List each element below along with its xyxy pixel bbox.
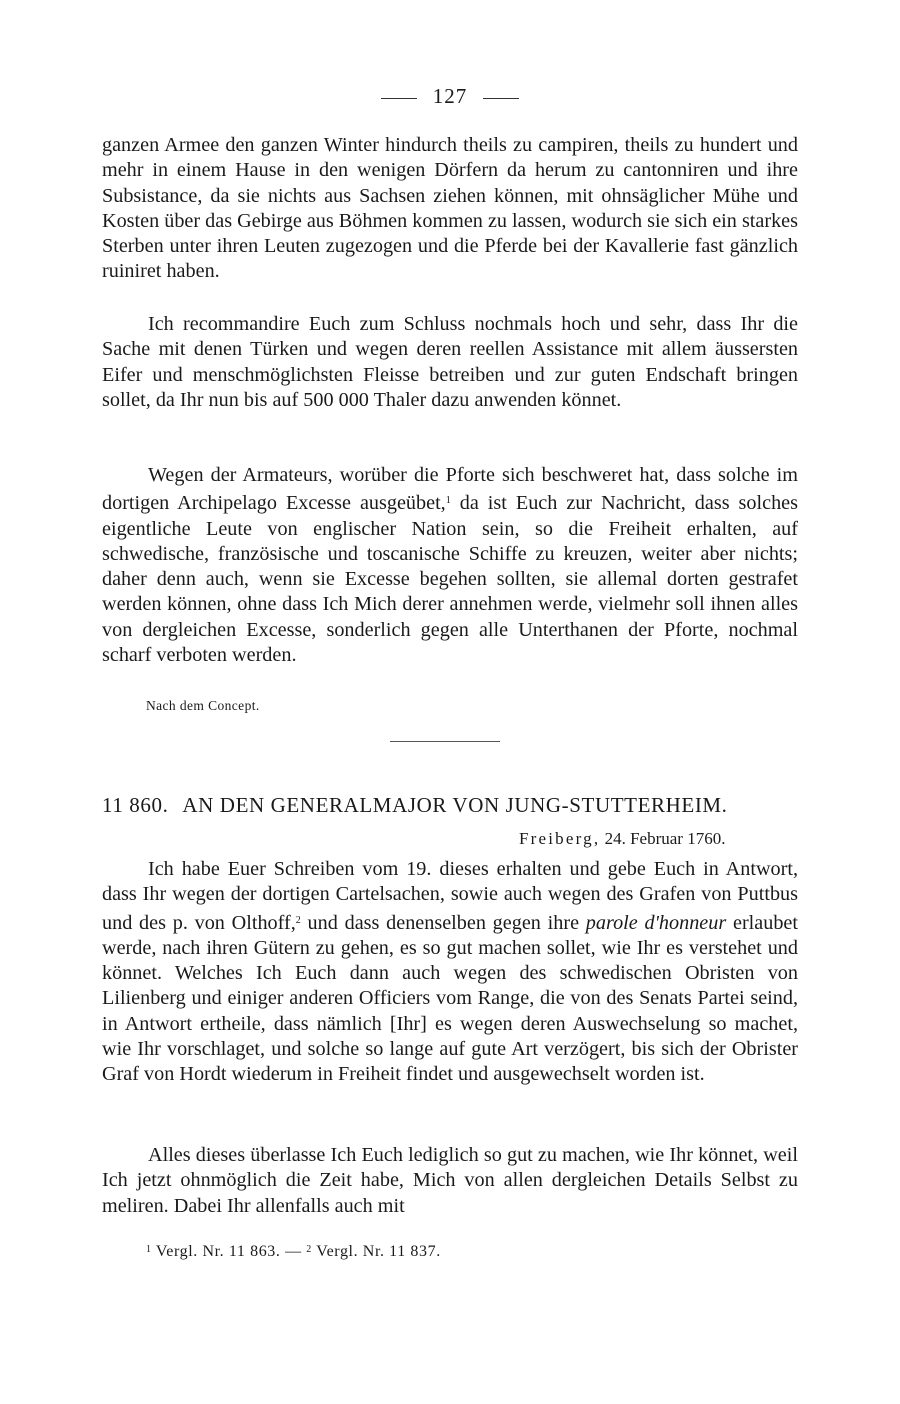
letter-number: 11 860. — [102, 793, 169, 817]
footnote-marker: 2 — [295, 914, 301, 926]
paragraph-letter-closing — [102, 1143, 798, 1219]
paragraph-segment: da ist Euch zur Nachricht, dass solches eigentliche Leute von englischer Nation sein, so die Freiheit erhalten, auf schwedische, französische und toscanische Schiffe zu kreuzen, weiter aber nichts; daher denn auch, wenn sie Excesse begehen sollten, sie allemal dorten gestrafet werden können, ohne dass Ich Mich derer annehmen werde, vielmehr soll ihnen alles von dergleichen Excesse, sonderlich gegen alle Unterthanen der Pforte, nochmal scharf verboten werden. — [102, 492, 798, 667]
paragraph-continuation — [102, 133, 798, 285]
footnote-text: Vergl. Nr. 11 837. — [311, 1243, 441, 1260]
footnote-text: Vergl. Nr. 11 863. — — [151, 1243, 307, 1260]
paragraph-recommendation — [102, 312, 798, 413]
letter-heading — [102, 793, 802, 818]
source-note: Nach dem Concept. — [146, 698, 260, 713]
footnote-number: 2 — [306, 1244, 312, 1255]
letter-place: Freiberg, — [519, 829, 601, 848]
paragraph-text — [102, 463, 798, 668]
paragraph-letter-body — [102, 857, 798, 1088]
page-number: 127 — [432, 84, 468, 108]
footnote-marker: 1 — [445, 495, 451, 507]
paragraph-italic-phrase: parole d'honneur — [585, 911, 727, 934]
header-rule-right — [483, 98, 519, 99]
section-divider — [390, 741, 500, 742]
paragraph-segment: Ich habe Euer Schreiben vom 19. dieses erhalten und gebe Euch in Antwort, dass Ihr wegen der dortigen Cartelsachen, sowie auch wegen des Grafen von Puttbus und des p. von Olthoff, — [102, 858, 798, 934]
paragraph-armateurs — [102, 463, 798, 668]
paragraph-segment: erlaubet werde, nach ihren Gütern zu gehen, es so gut machen sollet, wie Ihr es verstehet und könnet. Welches Ich Euch dann auch wegen des schwedischen Obristen von Lilienberg und einiger anderen Officiers vom Range, die von des Senats Partei seind, in Antwort ertheile, dass nämlich [Ihr] es wegen deren Auswechselung so machet, wie Ihr vorschlaget, und solche so lange auf gute Art verzögert, bis sich der Obrister Graf von Hordt wiederum in Freiheit findet und ausgewechselt worden ist. — [102, 911, 798, 1086]
header-rule-left — [381, 98, 417, 99]
footnote-number: 1 — [146, 1244, 152, 1255]
footnotes — [146, 1243, 441, 1261]
paragraph-segment: und dass denenselben gegen ihre — [300, 911, 586, 934]
paragraph-text: ganzen Armee den ganzen Winter hindurch theils zu campiren, theils zu hundert und mehr in einem Hause in den wenigen Dörfern da herum zu cantonniren und ihre Subsistance, da sie nichts aus Sachsen ziehen können, mit ohnsäglicher Mühe und Kosten über das Gebirge aus Böhmen kommen zu lassen, wodurch sie sich ein starkes Sterben unter ihren Leuten zugezogen und die Pferde bei der Kavallerie fast gänzlich ruiniret haben. — [102, 134, 798, 283]
page-header — [0, 84, 900, 109]
letter-date: 24. Februar 1760. — [604, 829, 726, 848]
paragraph-text: Alles dieses überlasse Ich Euch lediglich so gut zu machen, wie Ihr könnet, weil Ich jetzt ohnmöglich die Zeit habe, Mich von allen dergleichen Details Selbst zu meliren. Dabei Ihr allenfalls auch mit — [102, 1144, 798, 1217]
letter-recipient: AN DEN GENERALMAJOR VON JUNG-STUTTERHEIM. — [182, 793, 728, 817]
paragraph-text — [102, 857, 798, 1088]
paragraph-text: Ich recommandire Euch zum Schluss nochmals hoch und sehr, dass Ihr die Sache mit denen Türken und wegen deren reellen Assistance mit allem äussersten Eifer und menschmöglichsten Fleisse betreiben und zur guten Endschaft bringen sollet, da Ihr nun bis auf 500 000 Thaler dazu anwenden könnet. — [102, 313, 798, 411]
letter-dateline — [519, 829, 725, 849]
paragraph-segment: Wegen der Armateurs, worüber die Pforte sich beschweret hat, dass solche im dortigen Archipelago Excesse ausgeübet, — [102, 464, 798, 515]
